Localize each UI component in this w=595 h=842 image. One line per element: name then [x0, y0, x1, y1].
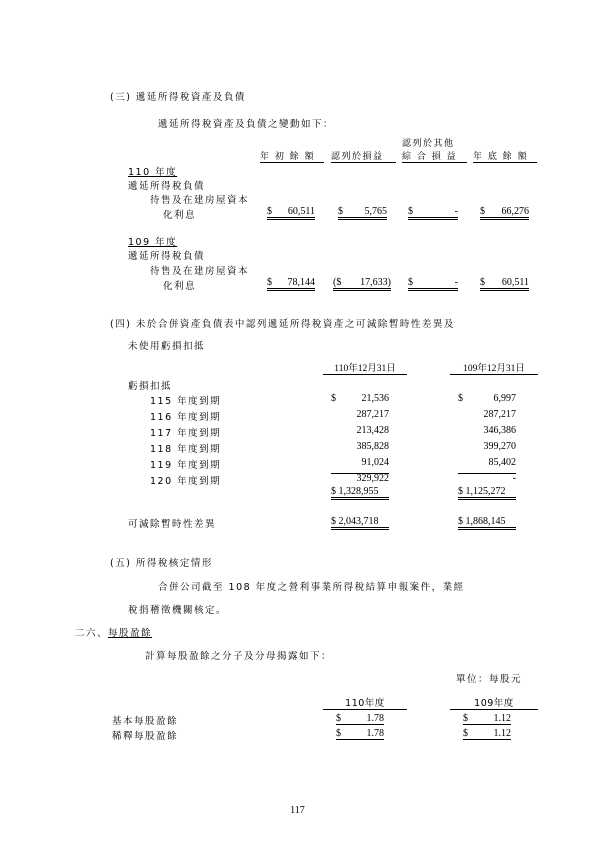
col-closing: 年 底 餘 額	[473, 152, 529, 162]
currency-symbol: $	[336, 713, 341, 724]
deductible-2020: $ 1,868,145	[458, 516, 516, 530]
amount-value: 1.78	[366, 713, 384, 724]
year-109-label: 109 年度	[128, 237, 178, 248]
eps-col-2020: 109年度	[450, 695, 538, 710]
currency-symbol: $	[408, 206, 413, 217]
loss-row-2020	[458, 473, 516, 484]
currency-symbol: ($	[333, 277, 342, 288]
page-number: 117	[290, 805, 305, 816]
currency-symbol: $	[463, 728, 468, 739]
col-rule	[260, 162, 324, 163]
amount-value: 287,217	[356, 409, 389, 420]
currency-symbol: $	[458, 393, 463, 404]
currency-symbol: $	[336, 728, 341, 739]
amount-value: 60,511	[501, 277, 529, 288]
amount-value: 91,024	[361, 457, 389, 468]
amount-value: -	[454, 206, 458, 217]
currency-symbol: $	[267, 206, 272, 217]
amount-value: 213,428	[356, 425, 389, 436]
section-26-title: 每股盈餘	[108, 628, 153, 639]
amount-cell	[267, 206, 315, 220]
section-5-heading: (五) 所得稅核定情形	[110, 558, 213, 569]
amount-value: 78,144	[287, 277, 315, 288]
currency-symbol: $	[331, 393, 336, 404]
amount-cell	[338, 206, 387, 220]
loss-row-label: 118 年度到期	[150, 444, 222, 455]
eps-row-label: 稀釋每股盈餘	[112, 731, 179, 742]
amount-value: -	[454, 277, 458, 288]
amount-cell	[408, 206, 458, 220]
amount-cell	[267, 277, 315, 291]
amount-value: 1.78	[366, 728, 384, 739]
col-rule	[331, 162, 396, 163]
loss-row-label: 120 年度到期	[150, 476, 222, 487]
unit-label: 單位：每股元	[456, 674, 523, 685]
col-rule	[473, 162, 537, 163]
amount-cell	[480, 277, 529, 291]
deductible-2021: $ 2,043,718	[331, 516, 389, 530]
loss-carryforward-label: 虧損扣抵	[128, 381, 173, 392]
section-26-heading	[75, 625, 152, 639]
amount-value: 329,922	[356, 473, 389, 484]
amount-value: 85,402	[488, 457, 516, 468]
amount-value: 385,828	[356, 441, 389, 452]
eps-row-2020	[463, 728, 511, 740]
section-5-line1: 合併公司截至 108 年度之營利事業所得稅結算申報案件，業經	[158, 582, 465, 593]
section-3-intro: 遞延所得稅資產及負債之變動如下：	[158, 119, 335, 130]
item-line: 化利息	[163, 210, 197, 221]
amount-value: 1.12	[493, 713, 511, 724]
loss-row-label: 119 年度到期	[150, 460, 222, 471]
amount-cell	[480, 206, 529, 220]
amount-value: 287,217	[483, 409, 516, 420]
col-oci-top: 認列於其他	[402, 139, 455, 149]
currency-symbol: $	[267, 277, 272, 288]
eps-row-2021	[336, 713, 384, 725]
amount-value: 1.12	[493, 728, 511, 739]
eps-col-2021: 110年度	[323, 695, 407, 710]
deductible-difference-label: 可減除暫時性差異	[128, 519, 217, 530]
currency-symbol: $	[338, 206, 343, 217]
item-line: 遞延所得稅負債	[128, 181, 206, 192]
total-2021: $ 1,328,955	[331, 486, 389, 500]
loss-row-2021	[331, 473, 389, 484]
currency-symbol: $	[480, 206, 485, 217]
eps-row-2021	[336, 728, 384, 740]
col-header-2021: 110年12月31日	[323, 360, 407, 375]
amount-value: 5,765	[364, 206, 387, 217]
amount-value: 346,386	[483, 425, 516, 436]
amount-value: 60,511	[287, 206, 315, 217]
currency-symbol: $	[480, 277, 485, 288]
item-line: 待售及在建房屋資本	[150, 195, 250, 206]
amount-cell	[333, 277, 391, 291]
eps-row-2020	[463, 713, 511, 725]
total-2020: $ 1,125,272	[458, 486, 516, 500]
amount-cell	[408, 277, 458, 291]
section-4-heading-cont: 未使用虧損扣抵	[128, 341, 206, 352]
item-line: 遞延所得稅負債	[128, 251, 206, 262]
currency-symbol: $	[408, 277, 413, 288]
loss-row-label: 117 年度到期	[150, 428, 222, 439]
section-5-line2: 稅捐稽徵機關核定。	[128, 605, 228, 616]
eps-row-label: 基本每股盈餘	[112, 716, 179, 727]
currency-symbol: $	[463, 713, 468, 724]
amount-value: 21,536	[361, 393, 389, 404]
section-26-intro: 計算每股盈餘之分子及分母揭露如下：	[145, 651, 333, 662]
loss-row-label: 116 年度到期	[150, 412, 222, 423]
section-26-prefix: 二六、	[75, 628, 109, 639]
section-3-heading: (三) 遞延所得稅資產及負債	[110, 92, 246, 103]
amount-value: 66,276	[501, 206, 529, 217]
item-line: 待售及在建房屋資本	[150, 266, 250, 277]
amount-value: 399,270	[483, 441, 516, 452]
loss-row-2021	[331, 393, 389, 404]
col-opening: 年 初 餘 額	[260, 152, 316, 162]
loss-row-2020	[458, 393, 516, 404]
section-4-heading: (四) 未於合併資產負債表中認列遞延所得稅資產之可減除暫時性差異及	[110, 319, 455, 330]
amount-value: -	[512, 473, 516, 484]
col-rule	[402, 162, 467, 163]
col-pl: 認列於損益	[331, 152, 384, 162]
amount-value: 6,997	[493, 393, 516, 404]
year-110-label: 110 年度	[128, 167, 178, 178]
col-oci-bottom: 綜 合 損 益	[402, 152, 458, 162]
col-header-2020: 109年12月31日	[450, 360, 538, 375]
item-line: 化利息	[163, 281, 197, 292]
amount-value: 17,633)	[360, 277, 391, 288]
loss-row-label: 115 年度到期	[150, 396, 222, 407]
